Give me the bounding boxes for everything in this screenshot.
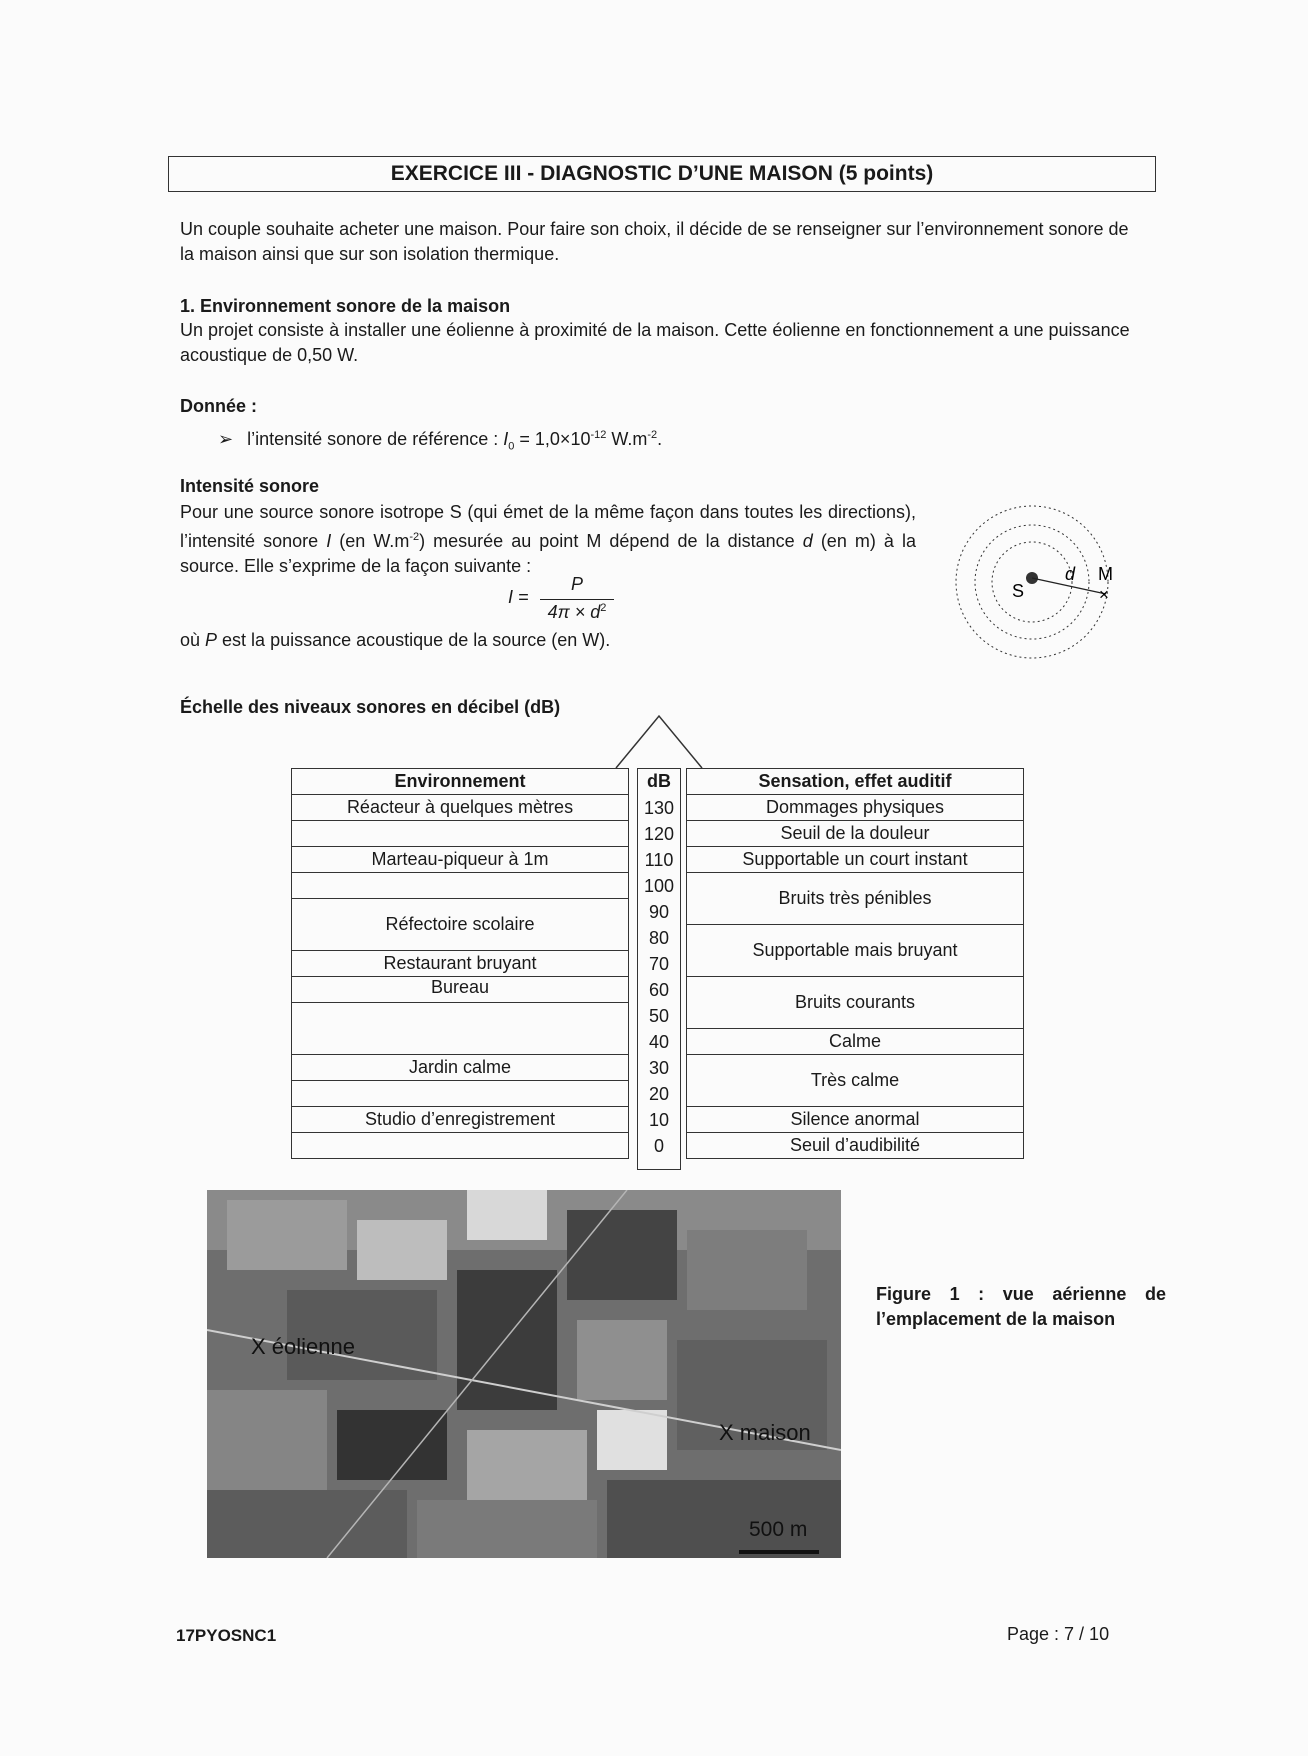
sens-row: Dommages physiques <box>687 795 1024 821</box>
sens-row: Supportable mais bruyant <box>687 925 1024 977</box>
label-maison: X maison <box>719 1420 811 1445</box>
intensite-text-1: Pour une source sonore isotrope S (qui émet de la même façon dans toutes les directions), l’intensité sonore <box>180 502 916 551</box>
db-value: 80 <box>648 928 670 948</box>
formula-denominator: $4\pi \times d^2$ <box>547 602 607 622</box>
sens-row: Bruits très pénibles <box>687 873 1024 925</box>
formula-numerator: P <box>570 574 583 594</box>
db-value: 30 <box>648 1058 670 1078</box>
db-value: 20 <box>648 1084 670 1104</box>
sens-row: Seuil de la douleur <box>687 821 1024 847</box>
i0-unit-exponent: -2 <box>647 429 658 441</box>
sensation-table <box>686 768 1024 1159</box>
db-value: 120 <box>643 824 675 844</box>
intensite-exponent: -2 <box>409 531 420 543</box>
db-value: 90 <box>648 902 670 922</box>
i0-symbol: I <box>503 429 509 449</box>
intensite-text-3: (en W.m <box>331 531 410 551</box>
env-row: Restaurant bruyant <box>292 951 629 977</box>
aerial-photo <box>207 1190 841 1558</box>
env-row: Marteau-piqueur à 1m <box>292 847 629 873</box>
section-1-heading: 1. Environnement sonore de la maison <box>180 296 511 316</box>
db-value: 10 <box>648 1110 670 1130</box>
label-d: d <box>1065 564 1076 584</box>
db-value: 70 <box>648 954 670 974</box>
label-eolienne: X éolienne <box>251 1334 355 1359</box>
i0-subscript: 0 <box>508 440 515 453</box>
intensite-symbol-i: I <box>326 531 332 551</box>
intensite-symbol-d: d <box>802 531 813 551</box>
db-value: 50 <box>648 1006 670 1026</box>
intensite-text-5: ) mesurée au point M dépend de la distance <box>419 531 803 551</box>
donnee-bullet <box>218 423 1118 460</box>
sens-row: Seuil d’audibilité <box>687 1133 1024 1159</box>
db-header: dB <box>647 771 671 791</box>
i0-value: = 1,0×10 <box>514 429 591 449</box>
donnee-bullet-text: l’intensité sonore de référence : <box>247 429 504 449</box>
bullet-arrow-icon: ➢ <box>218 429 234 449</box>
footer-code: 17PYOSNC1 <box>176 1626 277 1645</box>
env-row-empty <box>292 1003 629 1055</box>
label-m: M <box>1098 564 1113 584</box>
i0-end: . <box>657 429 663 449</box>
sens-row: Bruits courants <box>687 977 1024 1029</box>
env-row: Studio d’enregistrement <box>292 1107 629 1133</box>
db-value: 40 <box>648 1032 670 1052</box>
env-row-empty <box>292 1133 629 1159</box>
intensite-paragraph <box>180 500 916 579</box>
db-value: 0 <box>653 1136 664 1156</box>
env-row: Réfectoire scolaire <box>292 899 629 951</box>
db-column <box>637 768 681 1170</box>
exercise-title: EXERCICE III - DIAGNOSTIC D’UNE MAISON (5 points) <box>168 156 1156 192</box>
scale-label: 500 m <box>749 1518 808 1541</box>
figure-caption: Figure 1 : vue aérienne de l’emplacement de la maison <box>876 1284 1166 1329</box>
sens-row: Supportable un court instant <box>687 847 1024 873</box>
i0-exponent: -12 <box>590 429 607 441</box>
db-value: 100 <box>643 876 675 896</box>
env-row-empty <box>292 1081 629 1107</box>
env-row: Jardin calme <box>292 1055 629 1081</box>
footer-page: Page : 7 / 10 <box>1007 1624 1110 1644</box>
sens-row: Très calme <box>687 1055 1024 1107</box>
sens-row: Calme <box>687 1029 1024 1055</box>
environment-table <box>291 768 629 1159</box>
env-row: Bureau <box>292 977 629 1003</box>
intensite-text-7: (en m) à la source. Elle s’exprime de la façon suivante : <box>180 531 916 576</box>
isotropic-source-diagram <box>940 500 1120 665</box>
db-value: 60 <box>648 980 670 1000</box>
env-header: Environnement <box>292 769 629 795</box>
section-1-text: Un projet consiste à installer une éolienne à proximité de la maison. Cette éolienne en fonctionnement a une puissance acoustique de 0,50 W. <box>180 320 1130 365</box>
formula-bar <box>540 599 614 600</box>
db-value: 130 <box>643 798 675 818</box>
intro-paragraph: Un couple souhaite acheter une maison. Pour faire son choix, il décide de se renseigner sur l’environnement sonore de la maison ainsi que sur son isolation thermique. <box>180 219 1129 264</box>
formula-lhs: I = <box>508 587 529 607</box>
donnee-heading: Donnée : <box>180 396 258 416</box>
env-row-empty <box>292 821 629 847</box>
i0-unit: W.m <box>606 429 648 449</box>
sens-header: Sensation, effet auditif <box>687 769 1024 795</box>
db-arrow <box>612 712 706 770</box>
db-value: 110 <box>644 850 674 870</box>
env-row-empty <box>292 873 629 899</box>
scale-heading: Échelle des niveaux sonores en décibel (dB) <box>180 697 561 717</box>
sens-row: Silence anormal <box>687 1107 1024 1133</box>
label-s: S <box>1012 581 1025 601</box>
label-x: × <box>1099 585 1109 604</box>
formula-explanation: où P est la puissance acoustique de la source (en W). <box>180 630 611 650</box>
env-row: Réacteur à quelques mètres <box>292 795 629 821</box>
intensite-heading: Intensité sonore <box>180 476 320 496</box>
